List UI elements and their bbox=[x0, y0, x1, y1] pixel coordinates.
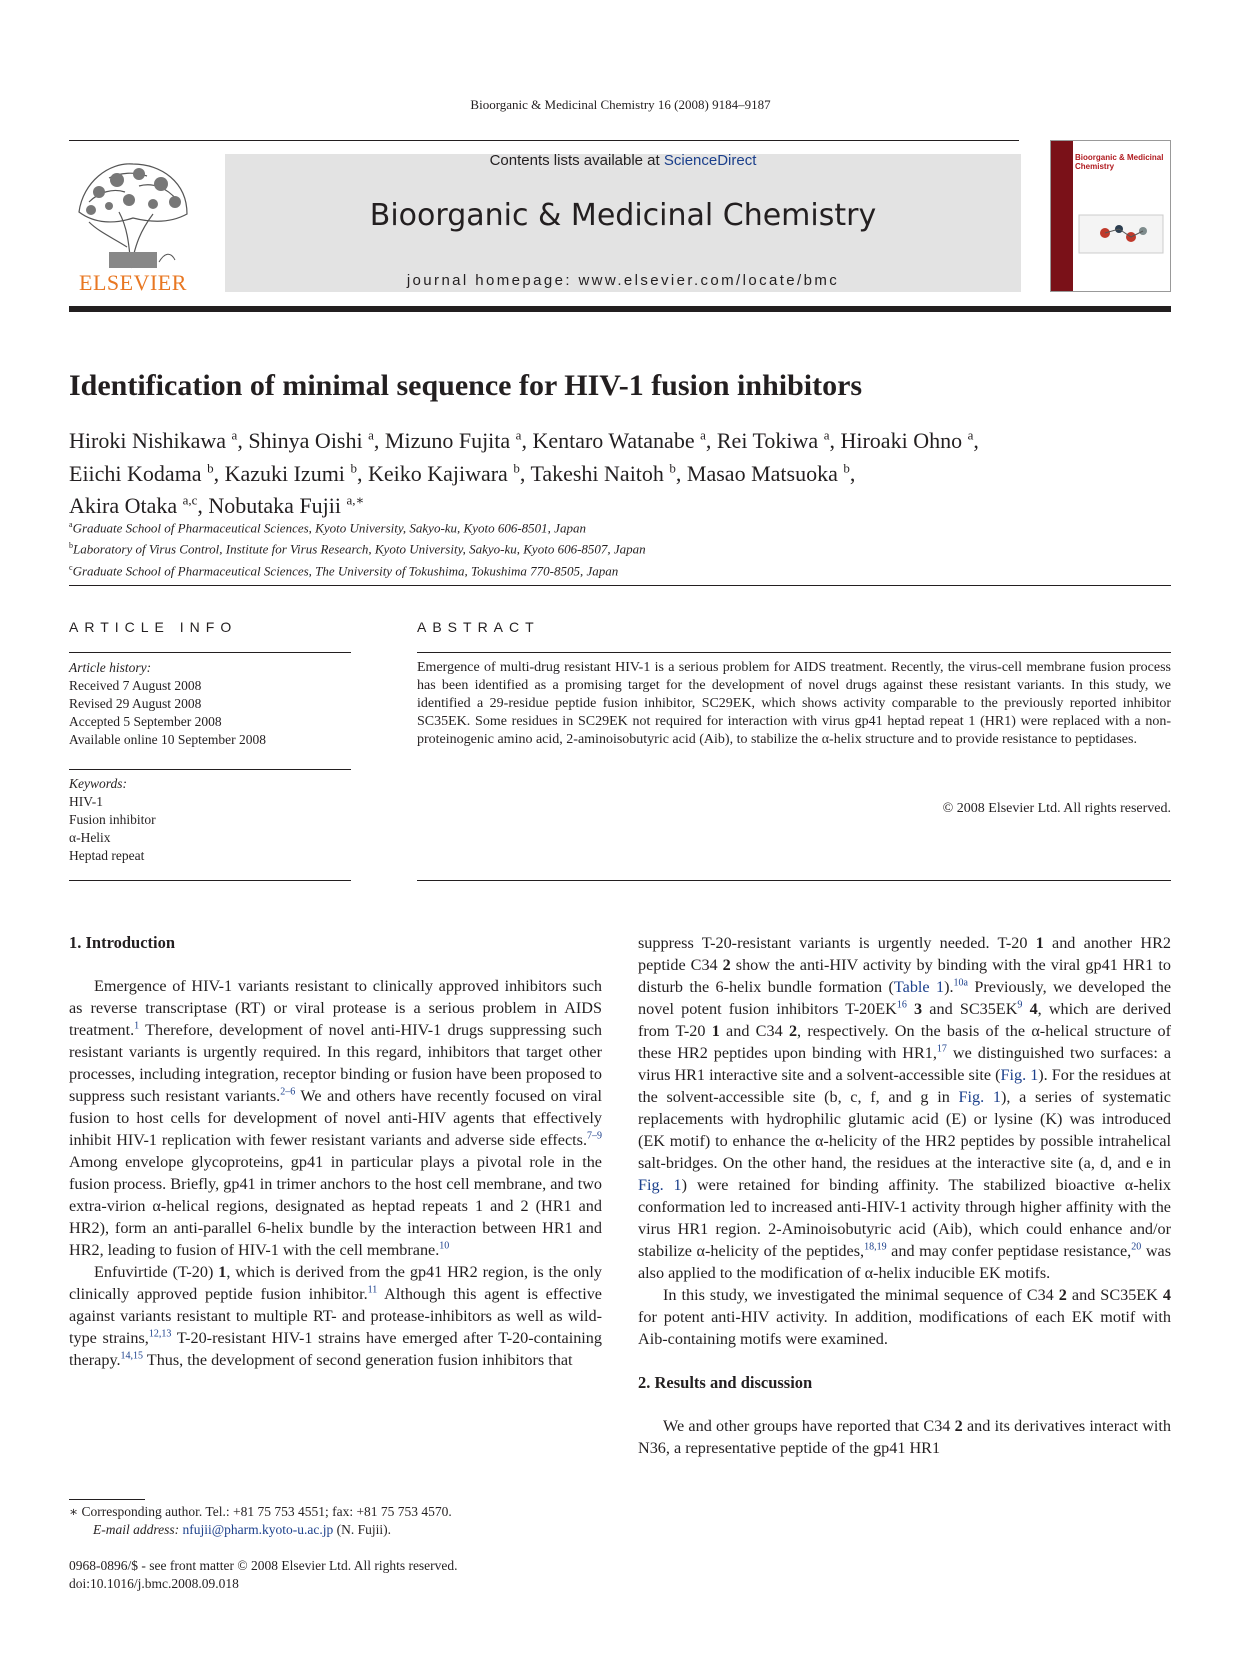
journal-cover[interactable] bbox=[1050, 140, 1171, 292]
abstract-rule bbox=[417, 652, 1171, 653]
info-rule bbox=[69, 652, 351, 653]
figure-link[interactable]: Fig. 1 bbox=[958, 1088, 1001, 1106]
article-history bbox=[69, 659, 351, 749]
citation[interactable]: 17 bbox=[936, 1043, 947, 1055]
keywords-label: Keywords: bbox=[69, 776, 127, 791]
sciencedirect-link[interactable]: ScienceDirect bbox=[663, 152, 757, 169]
citation[interactable]: 9 bbox=[1017, 999, 1023, 1011]
elsevier-tree-icon bbox=[69, 152, 197, 270]
citation[interactable]: 18,19 bbox=[864, 1241, 887, 1253]
history-accepted: Accepted 5 September 2008 bbox=[69, 714, 222, 729]
email-line: E-mail address: nfujii@pharm.kyoto-u.ac.jp (N. Fujii). bbox=[93, 1522, 392, 1537]
keyword: HIV-1 bbox=[69, 794, 104, 809]
cover-molecule-icon bbox=[1075, 209, 1167, 259]
journal-title: Bioorganic & Medicinal Chemistry bbox=[369, 198, 877, 233]
abstract-bottom-rule bbox=[417, 880, 1171, 881]
author: Nobutaka Fujii $^{a,∗}$ bbox=[208, 492, 365, 518]
corresponding-author: ∗ Corresponding author. Tel.: +81 75 753 4551; fax: +81 75 753 4570. bbox=[69, 1504, 452, 1519]
citation[interactable]: 20 bbox=[1131, 1241, 1142, 1253]
doi-line[interactable]: doi:10.1016/j.bmc.2008.09.018 bbox=[69, 1576, 239, 1591]
issn-doi bbox=[69, 1557, 609, 1593]
history-received: Received 7 August 2008 bbox=[69, 678, 202, 693]
author: Takeshi Naitoh $^b$, bbox=[530, 460, 687, 486]
issn-line: 0968-0896/$ - see front matter © 2008 Elsevier Ltd. All rights reserved. bbox=[69, 1558, 458, 1573]
figure-link[interactable]: Fig. 1 bbox=[1000, 1066, 1039, 1084]
cover-title: Bioorganic & Medicinal Chemistry bbox=[1075, 153, 1164, 171]
paragraph: Enfuvirtide (T-20) 1, which is derived from the gp41 HR2 region, is the only clinically approved peptide fusion inhibitor.$^{11}$ Although this agent is effective against variants resistant to multiple RT- and protease-inhibitors as well as wild-type strains,$^{12,13}$ T-20-resistant HIV-1 strains have emerged after T-20-containing therapy.$^{14,15}$ Thus, the development of second generation fusion inhibitors that bbox=[69, 1263, 602, 1369]
article-info-heading: ARTICLE INFO bbox=[69, 619, 238, 635]
section-heading: 1. Introduction bbox=[69, 933, 176, 952]
paragraph: We and other groups have reported that C34 2 and its derivatives interact with N36, a representative peptide of the gp41 HR1 bbox=[638, 1417, 1171, 1457]
body-column-right bbox=[638, 932, 1171, 1459]
history-online: Available online 10 September 2008 bbox=[69, 732, 266, 747]
author: Akira Otaka $^{a,c}$, bbox=[69, 492, 209, 518]
paragraph: suppress T-20-resistant variants is urgently needed. T-20 1 and another HR2 peptide C34 2 show the anti-HIV activity by binding with the viral gp41 HR1 to disturb the 6-helix bundle formation (Table 1).$^{10a}$ Previously, we developed the novel potent fusion inhibitors T-20EK$^{16}$ 3 and $SC35EK^9$ 4, which are derived from T-20 1 and C34 2, respectively. On the basis of the α-helical structure of these HR2 peptides upon binding with HR1,17 we distinguished two surfaces: a virus HR1 interactive site and a solvent-accessible site (Fig. 1). For the residues at the solvent-accessible site (b, c, f, and g in Fig. 1), a series of systematic replacements with hydrophilic glutamic acid (E) or lysine (K) was introduced (EK motif) to enhance the α-helicity of the HR2 peptides by possible intrahelical salt-bridges. On the other hand, the residues at the interactive site (a, d, and e in Fig. 1) were retained for binding affinity. The stabilized bioactive α-helix conformation led to increased anti-HIV-1 activity through higher affinity with the virus HR1 region. 2-Aminoisobutyric acid (Aib), which could enhance and/or stabilize α-helicity of the peptides,$^{18,19}$ and may confer peptidase resistance,$^{20}$ was also applied to the modification of α-helix inducible EK motifs. bbox=[638, 934, 1172, 1282]
author: Rei Tokiwa $^a$, bbox=[716, 428, 841, 454]
contents-prefix: Contents lists available at bbox=[489, 152, 664, 169]
citation[interactable]: 10 bbox=[439, 1240, 450, 1252]
author: Eiichi Kodama $^b$, bbox=[69, 460, 225, 486]
history-label: Article history: bbox=[69, 660, 152, 675]
citation[interactable]: 11 bbox=[367, 1284, 378, 1296]
elsevier-wordmark: ELSEVIER bbox=[79, 270, 187, 295]
abstract-heading: ABSTRACT bbox=[417, 619, 540, 635]
author: Kentaro Watanabe $^a$, bbox=[532, 428, 717, 454]
figure-link[interactable]: Fig. 1 bbox=[638, 1176, 682, 1194]
author-list bbox=[69, 422, 1171, 519]
footnote-rule bbox=[69, 1499, 145, 1500]
author: Mizuno Fujita $^a$, bbox=[384, 428, 533, 454]
keyword: Heptad repeat bbox=[69, 848, 145, 863]
contents-line bbox=[225, 152, 1021, 169]
citation[interactable]: 1 bbox=[134, 1020, 140, 1032]
paragraph: Emergence of HIV-1 variants resistant to clinically approved inhibitors such as reverse transcriptase (RT) or viral protease is a serious problem in AIDS treatment.$^1$ Therefore, development of novel anti-HIV-1 drugs suppressing such resistant variants is urgently required. In this regard, inhibitors that target other processes, including integration, receptor binding or fusion have been proposed to suppress such resistant variants.$^{2-6}$ We and others have recently focused on viral fusion to host cells for development of novel anti-HIV agents that effectively inhibit HIV-1 replication with fewer resistant variants and adverse side effects.$^{7-9}$ Among envelope glycoproteins, gp41 in particular plays a pivotal role in the fusion process. Briefly, gp41 in trimer anchors to the host cell membrane, and two extra-virion α-helical regions, designated as heptad repeats 1 and 2 (HR1 and HR2), form an anti-parallel 6-helix bundle by the interaction between HR1 and HR2, leading to fusion of HIV-1 with the cell membrane.$^{10}$ bbox=[69, 977, 602, 1259]
history-revised: Revised 29 August 2008 bbox=[69, 696, 202, 711]
email-link[interactable]: nfujii@pharm.kyoto-u.ac.jp bbox=[182, 1522, 334, 1537]
section-heading: 2. Results and discussion bbox=[638, 1373, 813, 1392]
affiliations bbox=[69, 516, 1171, 580]
author: Kazuki Izumi $^b$, bbox=[224, 460, 368, 486]
keyword: Fusion inhibitor bbox=[69, 812, 156, 827]
cover-spine bbox=[1051, 141, 1073, 291]
header-rule bbox=[69, 140, 1019, 141]
citation[interactable]: 16 bbox=[896, 999, 907, 1011]
citation[interactable]: 12,13 bbox=[148, 1328, 172, 1340]
journal-citation: Bioorganic & Medicinal Chemistry 16 (2008) 9184–9187 bbox=[470, 97, 771, 112]
info-bottom-rule bbox=[69, 880, 351, 881]
citation[interactable]: 10a bbox=[953, 977, 968, 989]
abstract-copyright: © 2008 Elsevier Ltd. All rights reserved. bbox=[942, 801, 1171, 816]
table-link[interactable]: Table 1 bbox=[893, 978, 945, 996]
author: Hiroki Nishikawa $^a$, bbox=[69, 428, 249, 454]
affiliation: $^a$Graduate School of Pharmaceutical Sciences, Kyoto University, Sakyo-ku, Kyoto 606-8501, Japan bbox=[69, 520, 586, 536]
footnote bbox=[69, 1503, 609, 1539]
citation[interactable]: 2–6 bbox=[280, 1086, 296, 1098]
citation[interactable]: 14,15 bbox=[120, 1350, 144, 1362]
affiliation: $^b$Laboratory of Virus Control, Institute for Virus Research, Kyoto University, Sakyo-ku, Kyoto 606-8507, Japan bbox=[69, 541, 646, 557]
affiliation: $^c$Graduate School of Pharmaceutical Sciences, The University of Tokushima, Tokushima 770-8505, Japan bbox=[69, 562, 619, 578]
author: Masao Matsuoka $^b$, bbox=[686, 460, 856, 486]
elsevier-logo[interactable] bbox=[69, 152, 197, 294]
header-thick-rule bbox=[69, 306, 1171, 312]
body-column-left bbox=[69, 932, 602, 1371]
article-title: Identification of minimal sequence for HIV-1 fusion inhibitors bbox=[69, 369, 863, 402]
affiliation-rule bbox=[69, 585, 1171, 586]
author: Shinya Oishi $^a$, bbox=[248, 428, 385, 454]
citation[interactable]: 7–9 bbox=[587, 1130, 602, 1142]
keyword: α-Helix bbox=[69, 830, 111, 845]
keywords bbox=[69, 775, 351, 865]
keywords-rule bbox=[69, 769, 351, 770]
author: Keiko Kajiwara $^b$, bbox=[367, 460, 531, 486]
paragraph: In this study, we investigated the minimal sequence of C34 2 and SC35EK 4 for potent anti-HIV activity. In addition, modifications of each EK motif with Aib-containing motifs were examined. bbox=[638, 1286, 1171, 1348]
abstract-text: Emergence of multi-drug resistant HIV-1 is a serious problem for AIDS treatment. Recently, the virus-cell membrane fusion process has been identified as a promising target for the development of novel drugs against these resistant variants. In this study, we identified a 29-residue peptide fusion inhibitor, SC29EK, which shows activity comparable to the previously reported inhibitor SC35EK. Some residues in SC29EK not required for interaction with virus gp41 heptad repeat 1 (HR1) were replaced with a non-proteinogenic amino acid, 2-aminoisobutyric acid (Aib), to stabilize the α-helix structure and to provide resistance to peptidases. bbox=[417, 660, 1171, 747]
journal-homepage[interactable]: journal homepage: www.elsevier.com/locate/bmc bbox=[406, 272, 840, 289]
author: Hiroaki Ohno $^a$, bbox=[840, 428, 979, 454]
